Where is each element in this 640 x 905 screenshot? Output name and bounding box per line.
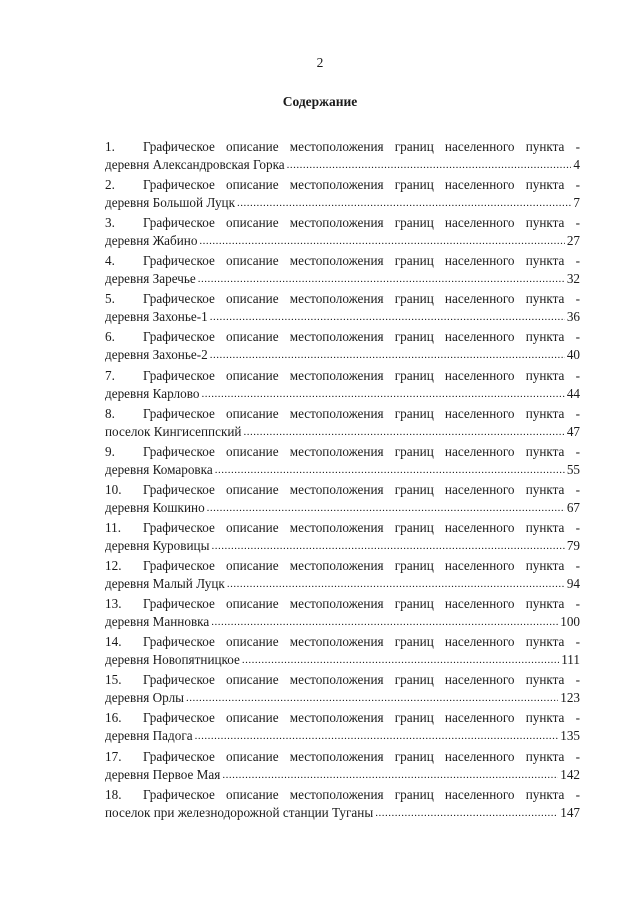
toc-entry-heading (105, 786, 580, 804)
toc-entry-place: деревня Комаровка (105, 461, 213, 477)
toc-entry-leader-line (105, 499, 580, 518)
toc-dot-leader (207, 498, 565, 517)
toc-entry-page: 135 (560, 728, 580, 744)
toc-entry-page: 4 (573, 157, 580, 172)
toc-entry-page: 55 (566, 461, 580, 477)
toc-entry-place: деревня Захонье-1 (105, 309, 208, 325)
toc-entry[interactable] (105, 595, 580, 633)
toc-entry-place: поселок Кингисеппский (105, 423, 242, 439)
toc-entry-leader-line (105, 727, 580, 746)
toc-entry-heading (105, 595, 580, 613)
toc-entry-text: Графическое описание местоположения границ населенного пункта - (143, 481, 580, 497)
toc-entry-heading (105, 328, 580, 346)
toc-entry-leader-line (105, 575, 580, 594)
toc-entry-page: 47 (566, 423, 580, 439)
toc-dot-leader (237, 193, 571, 212)
toc-dot-leader (199, 231, 564, 250)
toc-entry-page: 94 (566, 576, 580, 592)
toc-entry-page: 123 (560, 690, 580, 706)
toc-dot-leader (211, 536, 564, 555)
toc-entry-text: Графическое описание местоположения границ населенного пункта - (143, 786, 580, 802)
toc-entry[interactable] (105, 367, 580, 405)
toc-entry-number: 18. (105, 786, 122, 802)
toc-entry[interactable] (105, 443, 580, 481)
toc-entry-leader-line (105, 308, 580, 327)
toc-entry-heading (105, 405, 580, 423)
toc-entry-text: Графическое описание местоположения границ населенного пункта - (143, 253, 580, 269)
toc-entry[interactable] (105, 519, 580, 557)
toc-entry-heading (105, 443, 580, 461)
toc-entry-leader-line (105, 194, 580, 213)
toc-entry-place: деревня Малый Луцк (105, 576, 225, 592)
toc-entry-text: Графическое описание местоположения границ населенного пункта - (143, 329, 580, 345)
toc-entry-place: деревня Карлово (105, 385, 200, 401)
toc-entry-place: деревня Заречье (105, 271, 196, 287)
toc-entry-text: Графическое описание местоположения границ населенного пункта - (143, 177, 580, 193)
toc-entry-page: 147 (560, 804, 580, 820)
toc-entry-number: 17. (105, 748, 122, 764)
toc-dot-leader (201, 384, 564, 403)
toc-entry-leader-line (105, 461, 580, 480)
toc-entry-heading (105, 519, 580, 537)
toc-entry-page: 7 (573, 195, 580, 211)
toc-entry-text: Графическое описание местоположения границ населенного пункта - (143, 367, 580, 383)
table-of-contents (105, 138, 580, 824)
toc-entry-place: деревня Большой Луцк (105, 195, 236, 211)
toc-entry[interactable] (105, 748, 580, 786)
toc-entry-page: 79 (566, 537, 580, 553)
toc-entry-text: Графическое описание местоположения границ населенного пункта - (143, 558, 580, 574)
toc-entry-text: Графическое описание местоположения границ населенного пункта - (143, 710, 580, 726)
toc-entry-number: 4. (105, 253, 115, 269)
toc-entry-place: деревня Жабино (105, 233, 198, 249)
toc-entry-number: 6. (105, 329, 115, 345)
toc-entry-place: деревня Новопятницкое (105, 652, 240, 668)
toc-entry-number: 5. (105, 291, 115, 307)
toc-entry-text: Графическое описание местоположения границ населенного пункта - (143, 519, 580, 535)
toc-entry-heading (105, 709, 580, 727)
toc-entry-text: Графическое описание местоположения границ населенного пункта - (143, 634, 580, 650)
toc-title: Содержание (282, 94, 358, 109)
toc-entry[interactable] (105, 786, 580, 824)
toc-entry-leader-line (105, 766, 580, 785)
toc-entry-place: деревня Кошкино (105, 499, 205, 515)
toc-entry-heading (105, 633, 580, 651)
toc-entry-heading (105, 290, 580, 308)
toc-entry-heading (105, 481, 580, 499)
toc-entry[interactable] (105, 633, 580, 671)
toc-entry-heading (105, 748, 580, 766)
toc-entry-leader-line (105, 346, 580, 365)
toc-dot-leader (195, 726, 559, 745)
toc-entry-page: 142 (560, 766, 580, 782)
toc-entry[interactable] (105, 405, 580, 443)
toc-entry-number: 1. (105, 139, 115, 154)
toc-entry-heading (105, 138, 580, 156)
toc-entry[interactable] (105, 671, 580, 709)
toc-entry-page: 36 (566, 309, 580, 325)
toc-entry-place: деревня Манновка (105, 614, 210, 630)
toc-dot-leader (198, 269, 565, 288)
toc-dot-leader (222, 765, 558, 784)
toc-entry-leader-line (105, 613, 580, 632)
toc-entry-leader-line (105, 651, 580, 670)
toc-entry-page: 67 (566, 499, 580, 515)
toc-entry-number: 11. (105, 519, 121, 535)
toc-entry-heading (105, 367, 580, 385)
toc-entry-leader-line (105, 270, 580, 289)
toc-entry-place: деревня Захонье-2 (105, 347, 208, 363)
toc-entry-place: деревня Куровицы (105, 537, 210, 553)
toc-entry[interactable] (105, 481, 580, 519)
toc-entry[interactable] (105, 252, 580, 290)
toc-dot-leader (243, 422, 564, 441)
toc-entry-page: 40 (566, 347, 580, 363)
toc-entry-text: Графическое описание местоположения границ населенного пункта - (143, 215, 580, 231)
toc-entry[interactable] (105, 214, 580, 252)
toc-entry-leader-line (105, 689, 580, 708)
toc-entry[interactable] (105, 709, 580, 747)
toc-entry-place: деревня Падога (105, 728, 193, 744)
toc-entry-leader-line (105, 804, 580, 823)
toc-entry[interactable] (105, 328, 580, 366)
toc-entry-page: 27 (566, 233, 580, 249)
toc-entry-page: 32 (566, 271, 580, 287)
toc-entry[interactable] (105, 138, 580, 176)
toc-entry-heading (105, 671, 580, 689)
toc-entry-number: 14. (105, 634, 122, 650)
toc-entry[interactable] (105, 176, 580, 214)
toc-entry-number: 12. (105, 558, 122, 574)
toc-entry-heading (105, 252, 580, 270)
toc-entry-number: 15. (105, 672, 122, 688)
toc-entry-page: 111 (561, 652, 580, 668)
toc-dot-leader (287, 155, 572, 174)
toc-entry-text: Графическое описание местоположения границ населенного пункта - (143, 672, 580, 688)
toc-dot-leader (210, 345, 565, 364)
toc-entry-place: деревня Первое Мая (105, 766, 221, 782)
toc-entry-number: 2. (105, 177, 115, 193)
toc-entry-heading (105, 557, 580, 575)
toc-entry-page: 44 (566, 385, 580, 401)
toc-dot-leader (227, 574, 565, 593)
toc-entry-leader-line (105, 232, 580, 251)
toc-entry-number: 7. (105, 367, 115, 383)
toc-entry-leader-line (105, 385, 580, 404)
toc-entry-page: 100 (560, 614, 580, 630)
toc-entry-heading (105, 214, 580, 232)
toc-dot-leader (375, 803, 558, 822)
toc-entry-number: 13. (105, 596, 122, 612)
toc-entry-leader-line (105, 537, 580, 556)
toc-entry-number: 16. (105, 710, 122, 726)
toc-entry-number: 3. (105, 215, 115, 231)
toc-entry-text: Графическое описание местоположения границ населенного пункта - (143, 748, 580, 764)
toc-entry-leader-line (105, 156, 580, 175)
toc-entry-text: Графическое описание местоположения границ населенного пункта - (143, 291, 580, 307)
toc-entry-text: Графическое описание местоположения границ населенного пункта - (143, 139, 580, 154)
toc-entry-place: деревня Орлы (105, 690, 185, 706)
toc-entry-number: 10. (105, 481, 122, 497)
toc-dot-leader (242, 650, 559, 669)
toc-dot-leader (186, 688, 558, 707)
toc-dot-leader (210, 307, 565, 326)
toc-dot-leader (215, 460, 565, 479)
page-number: 2 (316, 55, 324, 70)
toc-entry-leader-line (105, 423, 580, 442)
toc-entry-place: поселок при железнодорожной станции Туганы (105, 804, 374, 820)
toc-entry[interactable] (105, 557, 580, 595)
toc-entry-text: Графическое описание местоположения границ населенного пункта - (143, 405, 580, 421)
toc-entry-heading (105, 176, 580, 194)
toc-entry-text: Графическое описание местоположения границ населенного пункта - (143, 596, 580, 612)
toc-entry-text: Графическое описание местоположения границ населенного пункта - (143, 443, 580, 459)
toc-entry-place: деревня Александровская Горка (105, 157, 285, 172)
toc-dot-leader (211, 612, 558, 631)
toc-entry[interactable] (105, 290, 580, 328)
toc-entry-number: 9. (105, 443, 115, 459)
toc-entry-number: 8. (105, 405, 115, 421)
